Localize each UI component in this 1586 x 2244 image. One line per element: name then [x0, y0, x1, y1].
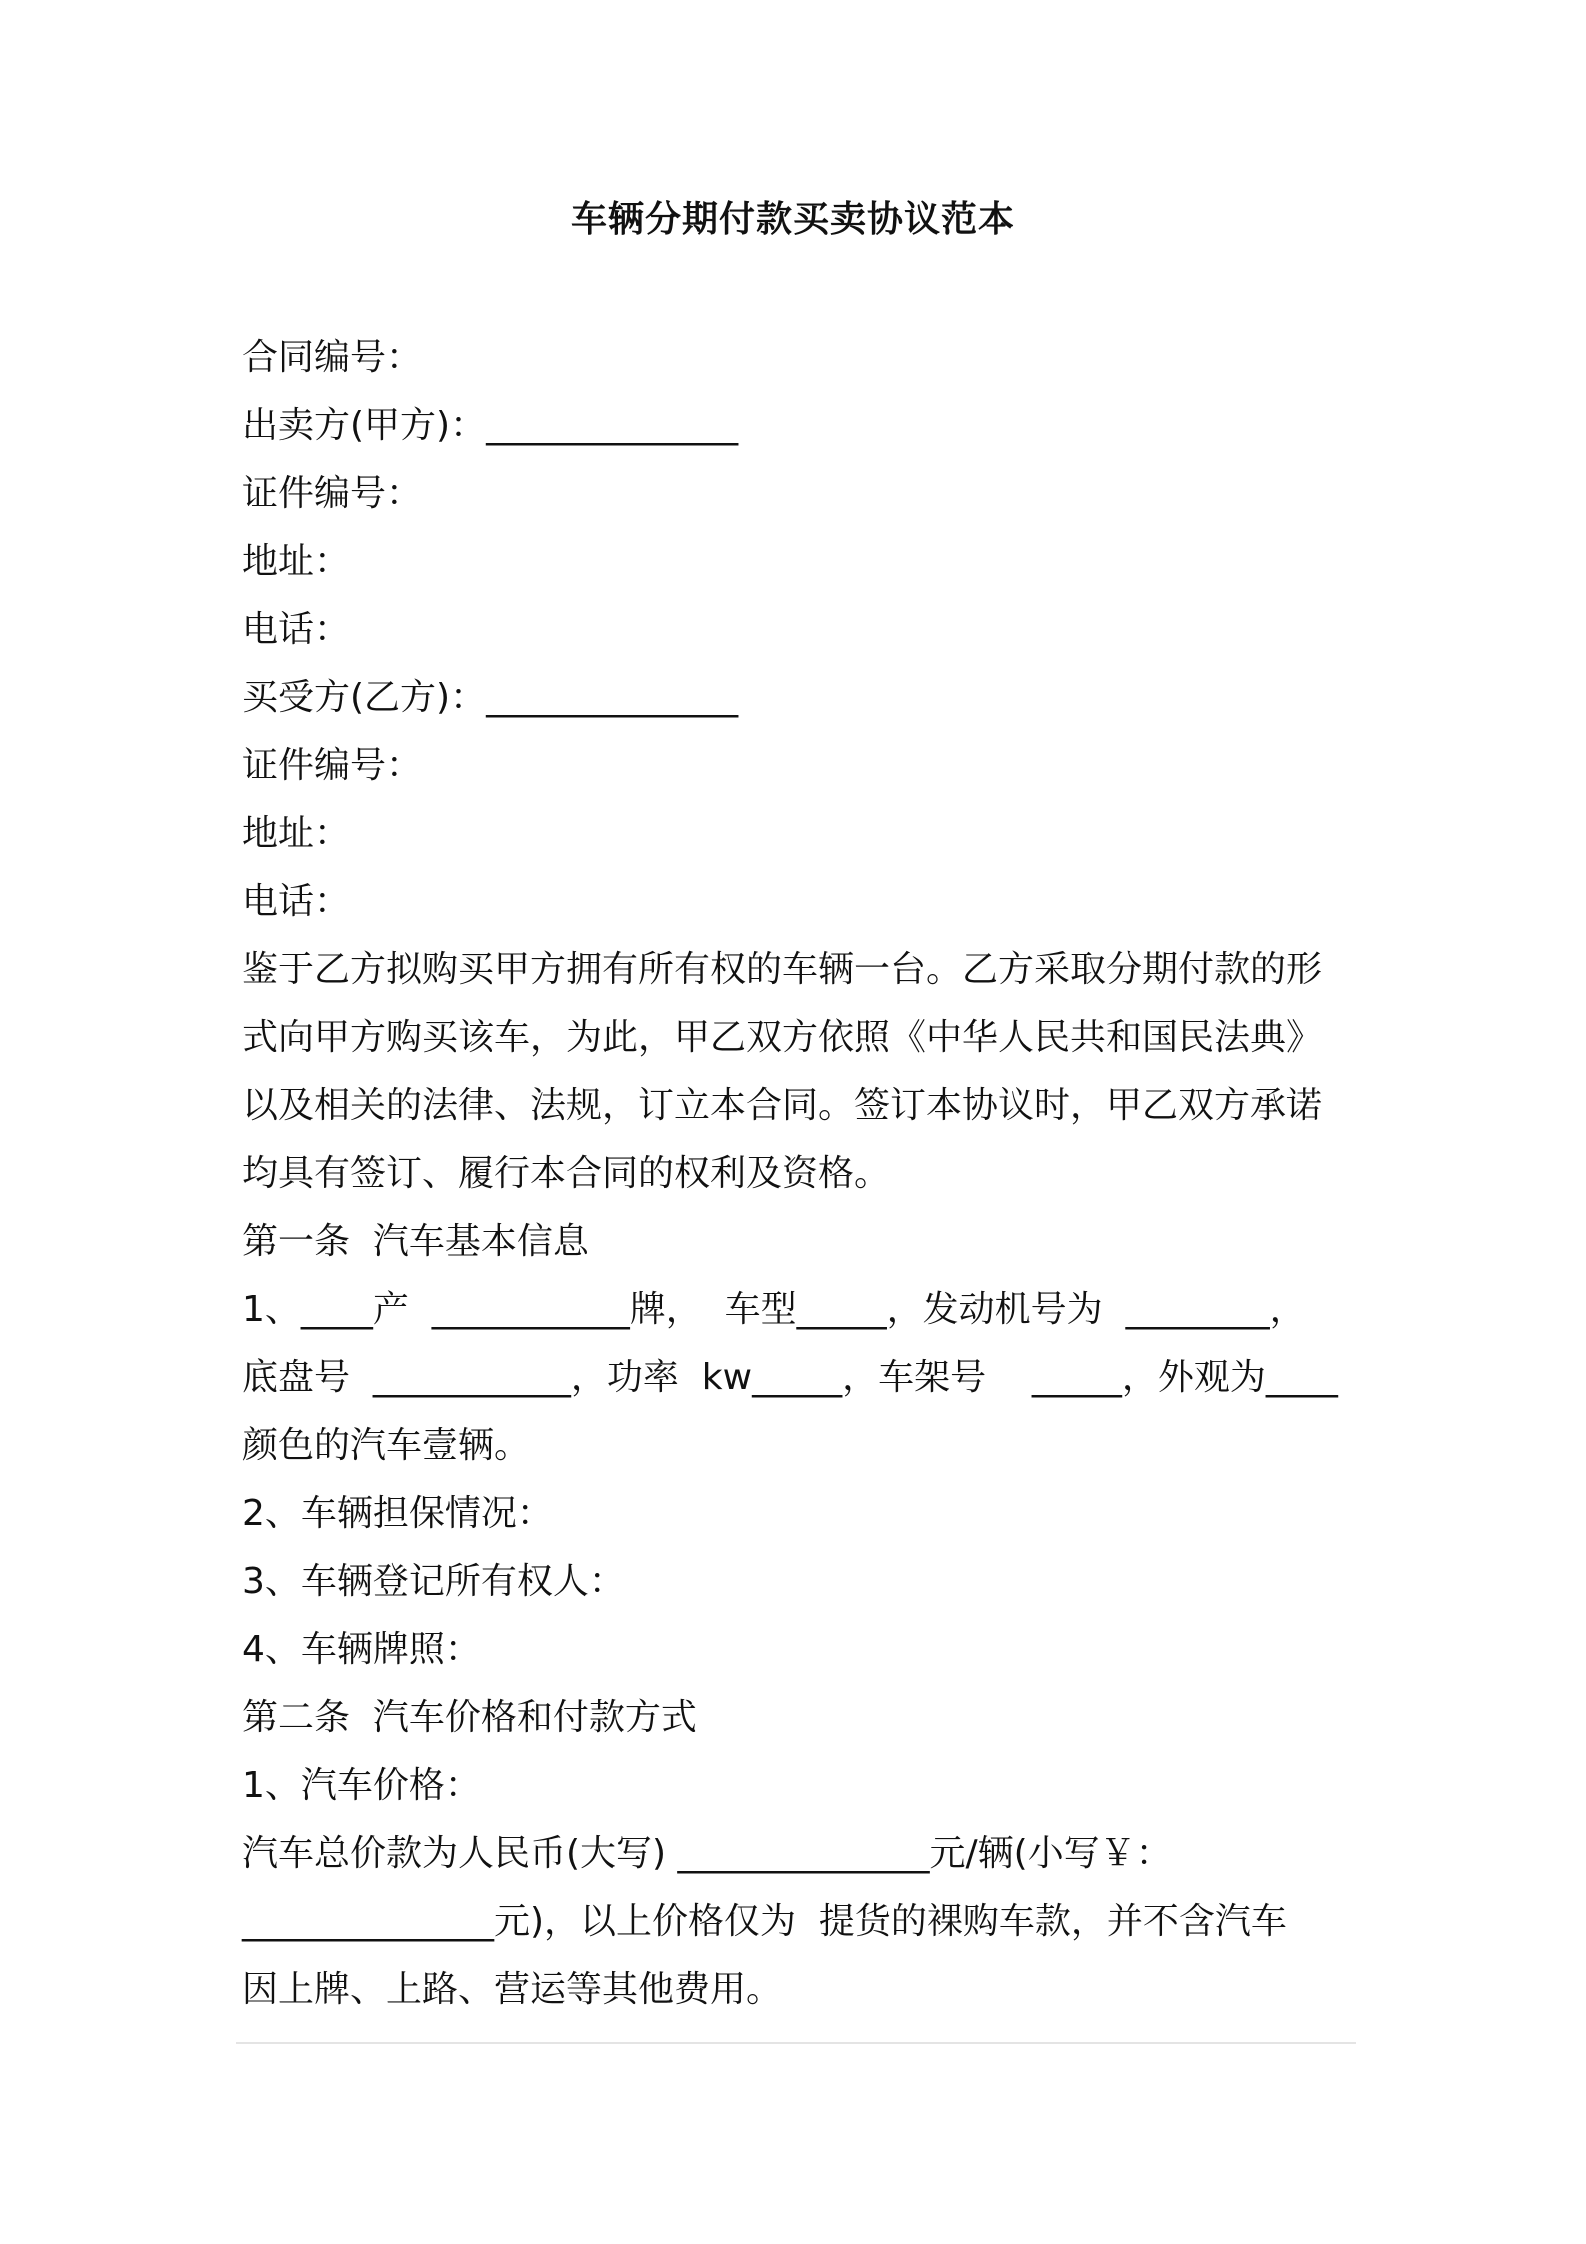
buyer-line: 买受方(乙方)：______________	[242, 677, 739, 718]
preamble-line-4: 均具有签订、履行本合同的权利及资格。	[242, 1153, 891, 1194]
article-2-heading: 第二条 汽车价格和付款方式	[242, 1697, 697, 1738]
article-2-item-1: 1、汽车价格：	[242, 1765, 481, 1806]
article-1-item-1-line-1: 1、____产 ___________牌， 车型_____，发动机号为 ________，	[242, 1289, 1306, 1330]
document-body	[242, 324, 1362, 2024]
price-line-3: 因上牌、上路、营运等其他费用。	[242, 1969, 783, 2010]
buyer-id-line: 证件编号：	[242, 745, 423, 786]
preamble-line-3: 以及相关的法律、法规，订立本合同。签订本协议时，甲乙双方承诺	[242, 1085, 1323, 1126]
buyer-phone-line: 电话：	[242, 881, 351, 922]
seller-phone-line: 电话：	[242, 609, 351, 650]
price-line-1: 汽车总价款为人民币(大写) ______________元/辆(小写￥：	[242, 1833, 1172, 1874]
preamble-line-2: 式向甲方购买该车，为此，甲乙双方依照《中华人民共和国民法典》	[242, 1017, 1323, 1058]
article-1-item-1-line-2: 底盘号 ___________，功率 kw_____，车架号 _____，外观为____	[242, 1357, 1338, 1398]
buyer-address-line: 地址：	[242, 813, 351, 854]
price-line-2: ______________元)，以上价格仅为 提货的裸购车款，并不含汽车	[242, 1901, 1287, 1942]
article-1-heading: 第一条 汽车基本信息	[242, 1221, 589, 1262]
article-1-item-4: 4、车辆牌照：	[242, 1629, 481, 1670]
page-bottom-divider	[236, 2042, 1356, 2044]
document-title: 车辆分期付款买卖协议范本	[570, 199, 1015, 240]
seller-address-line: 地址：	[242, 541, 351, 582]
preamble-line-1: 鉴于乙方拟购买甲方拥有所有权的车辆一台。乙方采取分期付款的形	[242, 949, 1323, 990]
article-1-item-2: 2、车辆担保情况：	[242, 1493, 553, 1534]
contract-number-line: 合同编号：	[242, 337, 423, 378]
seller-line: 出卖方(甲方)：______________	[242, 405, 739, 446]
seller-id-line: 证件编号：	[242, 473, 423, 514]
article-1-item-1-line-3: 颜色的汽车壹辆。	[242, 1425, 531, 1466]
article-1-item-3: 3、车辆登记所有权人：	[242, 1561, 625, 1602]
